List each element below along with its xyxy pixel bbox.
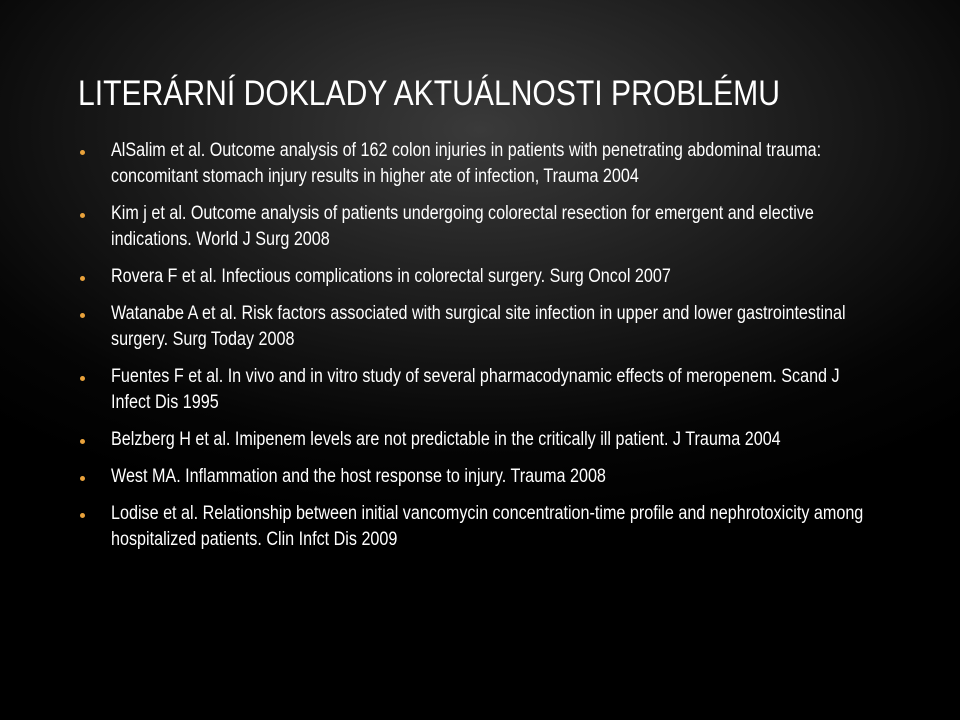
bullet-dot-icon [80,313,85,318]
reference-text: Rovera F et al. Infectious complications in colorectal surgery. Surg Oncol 2007 [111,266,671,287]
list-item [76,464,936,490]
list-item [76,138,936,190]
list-item [76,427,936,453]
slide-title: LITERÁRNÍ DOKLADY AKTUÁLNOSTI PROBLÉMU [78,74,780,113]
list-item [76,501,936,553]
reference-text: Watanabe A et al. Risk factors associated with surgical site infection in upper and lower gastrointestinal surgery. Surg Today 2008 [111,303,846,350]
bullet-dot-icon [80,513,85,518]
reference-text: AlSalim et al. Outcome analysis of 162 colon injuries in patients with penetrating abdominal trauma: concomitant stomach injury results in higher ate of infection, Trauma 2004 [111,140,822,187]
list-item [76,301,936,353]
reference-text: West MA. Inflammation and the host response to injury. Trauma 2008 [111,466,606,487]
list-item [76,264,936,290]
reference-text: Kim j et al. Outcome analysis of patients undergoing colorectal resection for emergent and elective indications. World J Surg 2008 [111,203,814,250]
bullet-dot-icon [80,150,85,155]
bullet-dot-icon [80,376,85,381]
bullet-dot-icon [80,439,85,444]
reference-list [76,138,936,564]
list-item [76,201,936,253]
bullet-dot-icon [80,476,85,481]
reference-text: Belzberg H et al. Imipenem levels are not predictable in the critically ill patient. J Trauma 2004 [111,429,781,450]
reference-text: Fuentes F et al. In vivo and in vitro study of several pharmacodynamic effects of meropenem. Scand J Infect Dis 1995 [111,366,840,413]
list-item [76,364,936,416]
reference-text: Lodise et al. Relationship between initial vancomycin concentration-time profile and nephrotoxicity among hospitalized patients. Clin Infct Dis 2009 [111,503,864,550]
bullet-dot-icon [80,276,85,281]
bullet-dot-icon [80,213,85,218]
